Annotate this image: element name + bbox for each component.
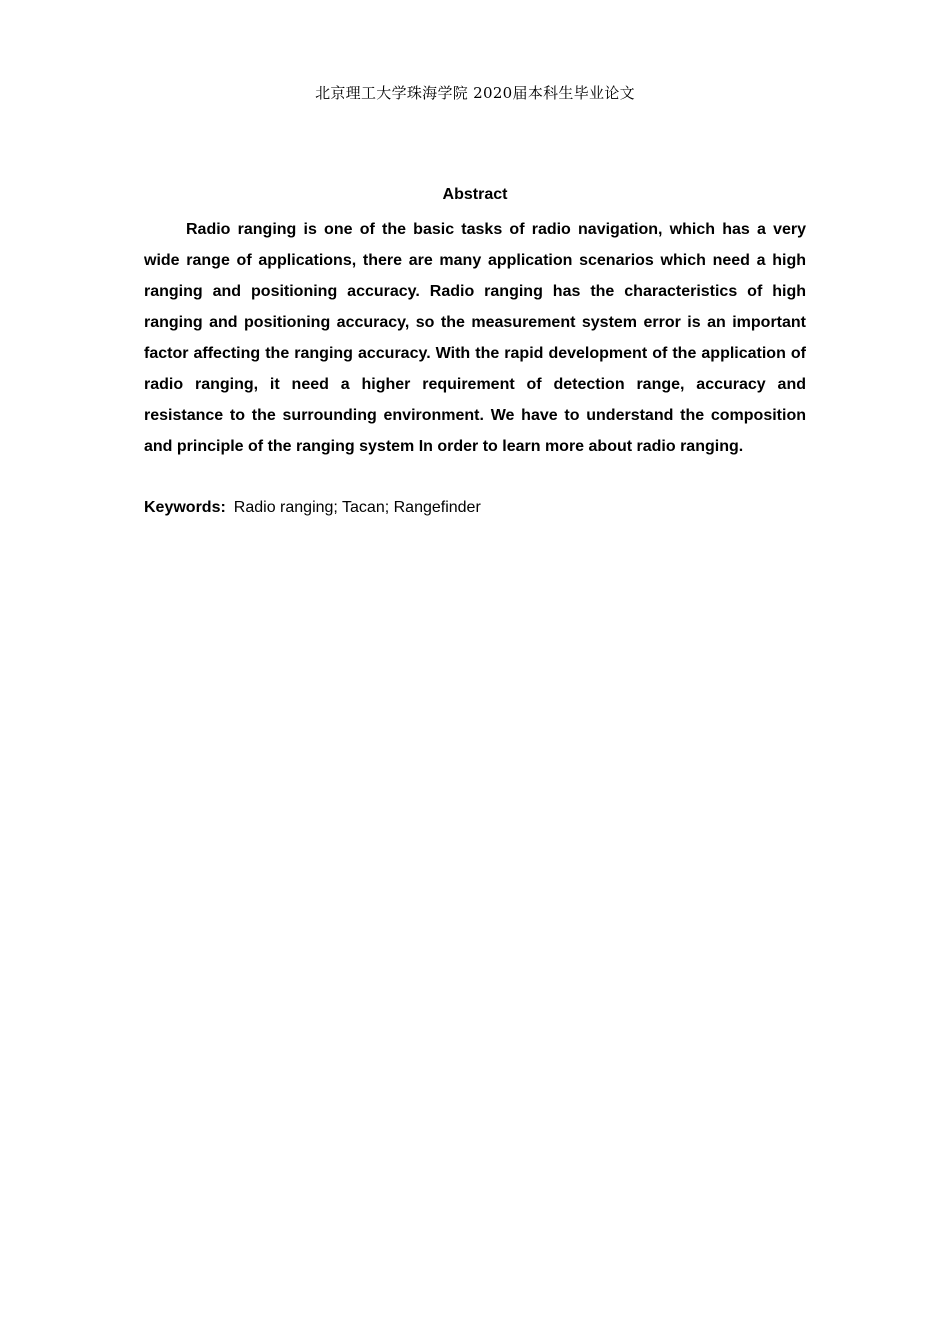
keywords-label: Keywords: [144,499,226,516]
running-header: 北京理工大学珠海学院 2020届本科生毕业论文 [315,84,635,102]
keywords-line [144,497,806,519]
abstract-title: Abstract [442,186,508,203]
abstract-section [144,184,806,519]
abstract-body: Radio ranging is one of the basic tasks of radio navigation, which has a very wide range of applications, there are many application scenarios which need a high ranging and positioning accuracy. Radio ranging has the characteristics of high ranging and positioning accuracy, so the measurement system error is an important factor affecting the ranging accuracy. With the rapid development of the application of radio ranging, it need a higher requirement of detection range, accuracy and resistance to the surrounding environment. We have to understand the composition and principle of the ranging system In order to learn more about radio ranging. [144,221,806,455]
keywords-value: Radio ranging; Tacan; Rangefinder [233,499,481,516]
